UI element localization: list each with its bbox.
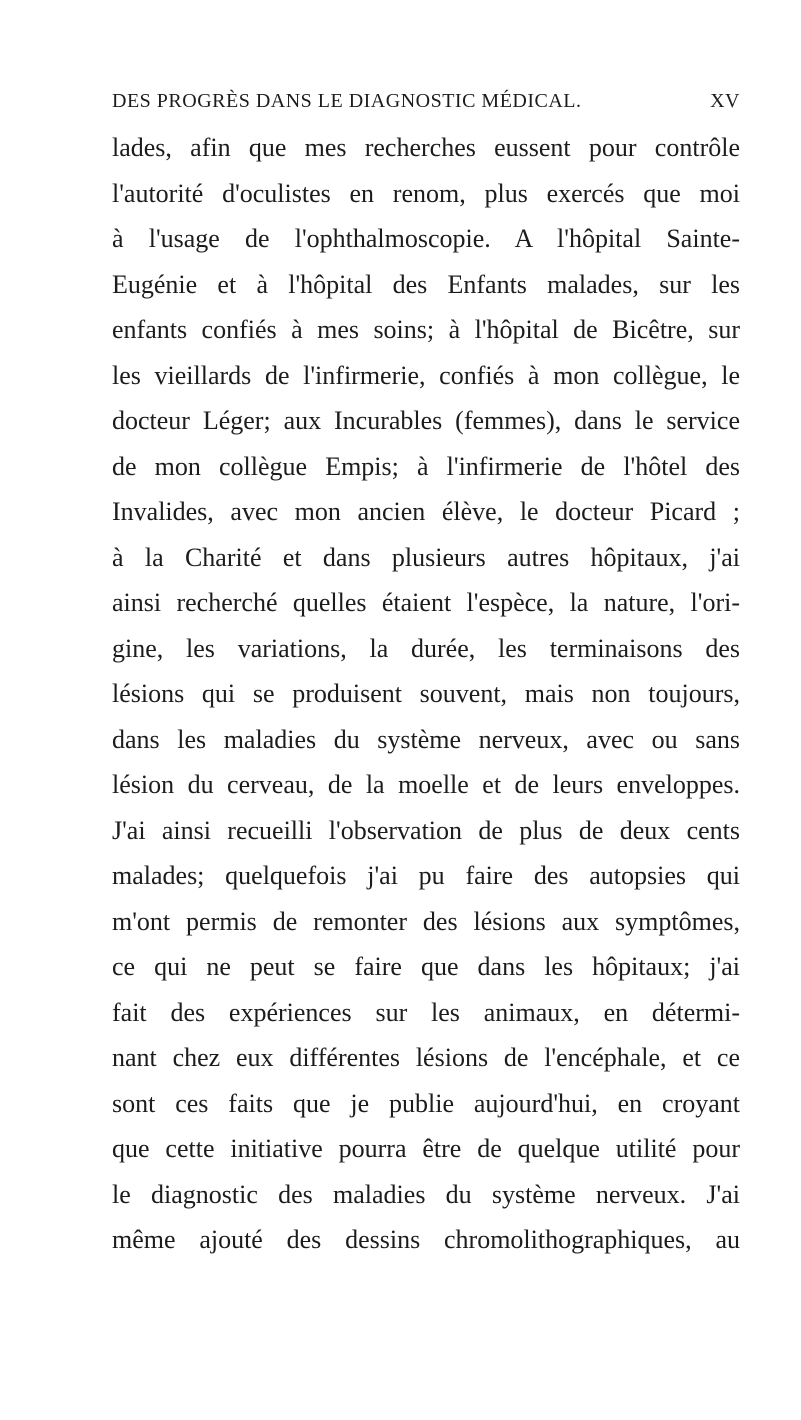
running-title: DES PROGRÈS DANS LE DIAGNOSTIC MÉDICAL. [112, 90, 582, 112]
text-line: sont ces faits que je publie aujourd'hui, en croyant [112, 1088, 740, 1118]
text-line: malades; quelquefois j'ai pu faire des autopsies qui [112, 861, 740, 890]
text-line: ainsi recherché quelles étaient l'espèce, la nature, l'ori- [112, 588, 740, 617]
text-line: à l'usage de l'ophthalmoscopie. A l'hôpital Sainte- [112, 224, 740, 253]
text-line: que cette initiative pourra être de quelque utilité pour [112, 1134, 740, 1163]
text-line: lades, afin que mes recherches eussent pour contrôle [112, 133, 740, 162]
text-line: lésions qui se produisent souvent, mais non toujours, [112, 679, 740, 708]
text-line: J'ai ainsi recueilli l'observation de plus de deux cents [112, 815, 740, 845]
text-line: l'autorité d'oculistes en renom, plus exercés que moi [112, 178, 740, 208]
body-text [112, 125, 740, 1263]
text-line: même ajouté des dessins chromolithographiques, au [112, 1225, 740, 1254]
text-line: Eugénie et à l'hôpital des Enfants malades, sur les [112, 269, 740, 299]
text-line: fait des expériences sur les animaux, en détermi- [112, 997, 740, 1027]
text-line: dans les maladies du système nerveux, avec ou sans [112, 724, 740, 754]
text-line: lésion du cerveau, de la moelle et de leurs enveloppes. [112, 770, 740, 799]
text-line: le diagnostic des maladies du système nerveux. J'ai [112, 1179, 740, 1209]
text-line: ce qui ne peut se faire que dans les hôpitaux; j'ai [112, 952, 740, 981]
text-line: gine, les variations, la durée, les terminaisons des [112, 633, 740, 663]
text-line: de mon collègue Empis; à l'infirmerie de l'hôtel des [112, 451, 740, 481]
text-line: nant chez eux différentes lésions de l'encéphale, et ce [112, 1043, 740, 1072]
text-line: enfants confiés à mes soins; à l'hôpital de Bicêtre, sur [112, 315, 740, 344]
text-line: Invalides, avec mon ancien élève, le docteur Picard ; [112, 497, 740, 526]
text-line: docteur Léger; aux Incurables (femmes), dans le service [112, 406, 740, 435]
text-line: les vieillards de l'infirmerie, confiés à mon collègue, le [112, 360, 740, 390]
page-number: XV [710, 90, 740, 112]
text-line: m'ont permis de remonter des lésions aux symptômes, [112, 906, 740, 936]
text-line: à la Charité et dans plusieurs autres hôpitaux, j'ai [112, 542, 740, 572]
running-head [112, 90, 740, 120]
